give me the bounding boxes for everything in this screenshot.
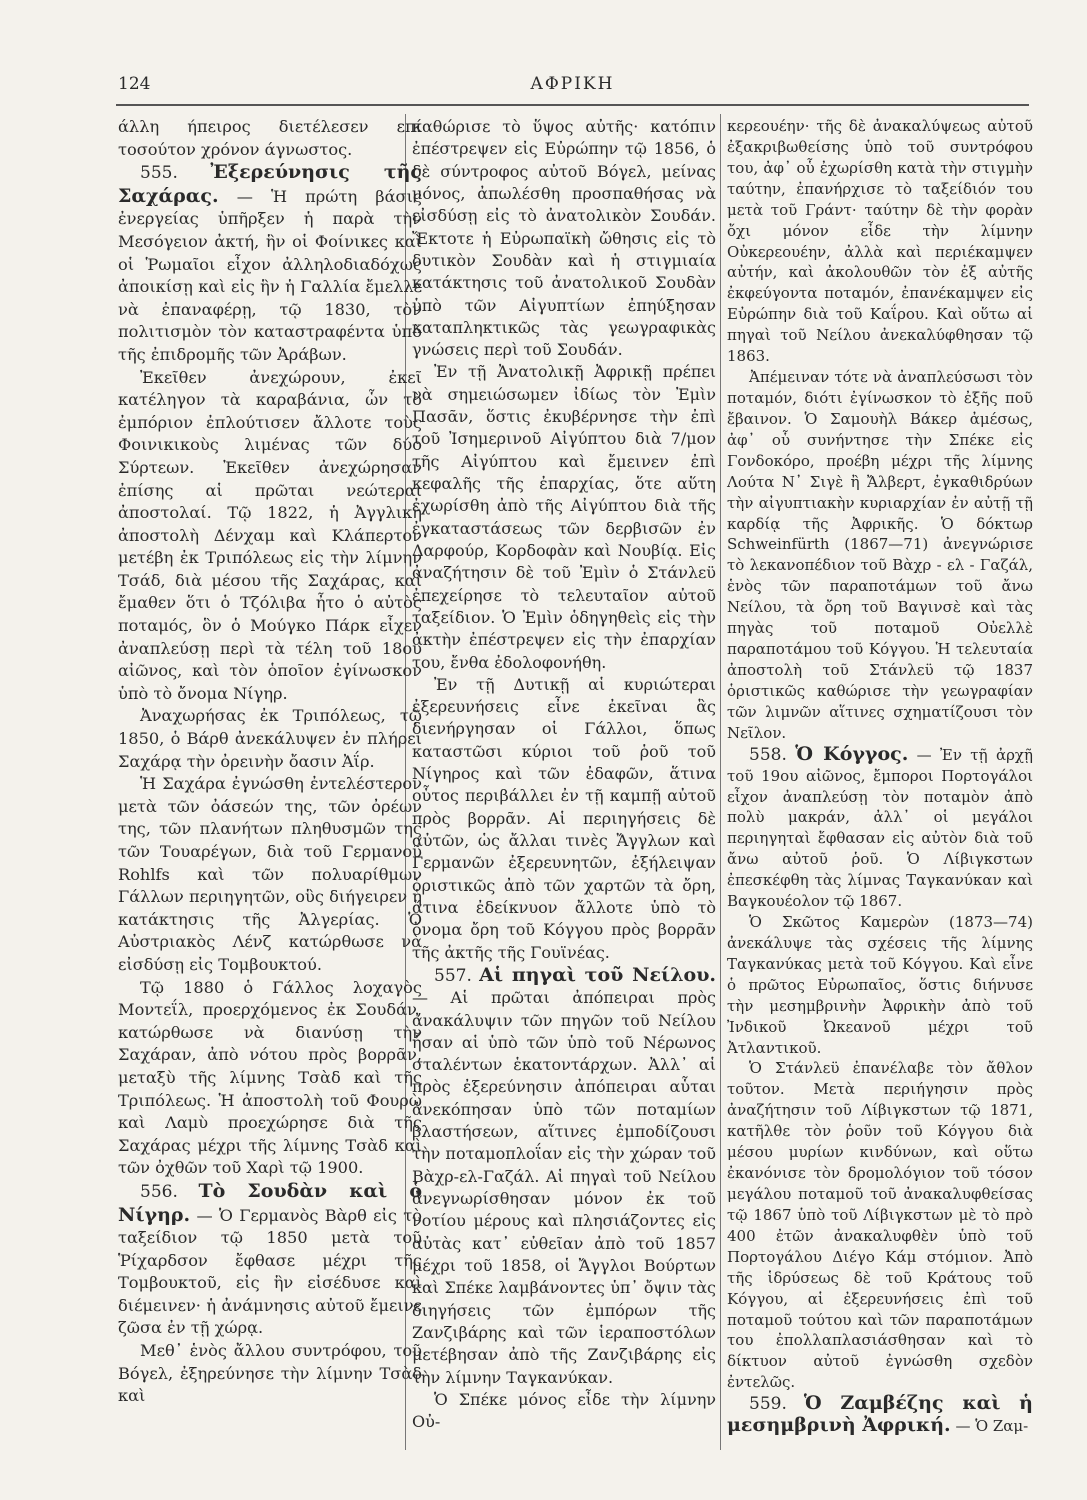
section-556	[118, 1180, 422, 1340]
paragraph: Ἀπέμειναν τότε νὰ ἀναπλεύσωσι τὸν ποταμόν, διότι ἐγίνωσκον τὸ ἐξῆς ποῦ ἔβαινον. Ὁ Σαμουὴλ Βάκερ ἀμέσως, ἀφ᾽ οὗ συνήντησε τὴν Σπέκε εἰς Γονδοκόρο, προέβη μέχρι τῆς λίμνης Λούτα Ν᾽ Σιγὲ ἢ Ἄλβερτ, ἐγκαθιδρύων τὴν αἰγυπτιακὴν κυριαρχίαν ἐν αὐτῇ τῇ καρδίᾳ τῆς Ἀφρικῆς. Ὁ δόκτωρ Schweinfürth (1867—71) ἀνεγνώρισε τὸ λεκανοπέδιον τοῦ Βὰχρ - ελ - Γαζάλ, ἑνὸς τῶν παραποτάμων τοῦ ἄνω Νείλου, τὰ ὄρη τοῦ Βαγινσὲ καὶ τὰς πηγὰς τοῦ ποταμοῦ Οὐελλὲ παραποτάμου τοῦ Κόγγου. Ἡ τελευταία ἀποστολὴ τοῦ Στάνλεϋ τῷ 1837 ὁριστικῶς καθώρισε τὴν γεωγραφίαν τῶν λιμνῶν αἵτινες σχηματίζουσι τὸν Νεῖλον.	[727, 368, 1033, 742]
section-number: 556.	[140, 1181, 178, 1202]
section-title: Ἐξερεύνησις τῆς Σαχάρας.	[118, 161, 422, 207]
section-title: Ὁ Κόγγος.	[795, 742, 909, 765]
paragraph: κερεουέην· τῆς δὲ ἀνακαλύψεως αὐτοῦ ἐξακριβωθείσης ὑπὸ τοῦ συντρόφου του, ἀφ᾽ οὗ ἐχωρίσθη κατὰ τὴν στιγμὴν ταύτην, ἐπανήρχισε τὸ ταξείδιόν του μετὰ τοῦ Γράντ· ταύτην δὲ τὴν φορὰν ὄχι μόνον εἶδε τὴν λίμνην Οὐκερεουέην, ἀλλὰ καὶ περιέκαμψεν αὐτήν, καὶ ἀκολουθῶν τὸν ἐξ αὐτῆς ἐκφεύγοντα ποταμόν, ἐπανέκαμψεν εἰς Εὐρώπην διὰ τοῦ Καΐρου. Καὶ οὕτω αἱ πηγαὶ τοῦ Νείλου ἀνεκαλύφθησαν τῷ 1863.	[727, 117, 1033, 366]
section-558	[727, 744, 1033, 912]
section-title: Αἱ πηγαὶ τοῦ Νείλου.	[479, 963, 716, 986]
paragraph: καθώρισε τὸ ὕψος αὐτῆς· κατόπιν ἐπέστρεψεν εἰς Εὐρώπην τῷ 1856, ὁ δὲ σύντροφος αὐτοῦ Βόγελ, μείνας μόνος, ἀπωλέσθη προσπαθήσας νὰ εἰσδύσῃ εἰς τὸ ἀνατολικὸν Σουδάν. Ἔκτοτε ἡ Εὐρωπαϊκὴ ὤθησις εἰς τὸ δυτικὸν Σουδὰν καὶ ἡ στιγμιαία κατάκτησις τοῦ ἀνατολικοῦ Σουδὰν ὑπὸ τῶν Αἰγυπτίων ἐπηύξησαν καταπληκτικῶς τὰς γεωγραφικὰς γνώσεις περὶ τοῦ Σουδάν.	[412, 117, 716, 360]
paragraph: Ἐκεῖθεν ἀνεχώρουν, ἐκεῖ κατέληγον τὰ καραβάνια, ὧν τὸ ἐμπόριον ἐπλούτισεν ἄλλοτε τοὺς Φοινικικοὺς λιμένας τῶν δύο Σύρτεων. Ἐκεῖθεν ἀνεχώρησαν ἐπίσης αἱ πρῶται νεώτεραι ἀποστολαί. Τῷ 1822, ἡ Ἀγγλικὴ ἀποστολὴ Δένχαμ καὶ Κλάπερτον μετέβη ἐκ Τριπόλεως εἰς τὴν λίμνην Τσάδ, διὰ μέσου τῆς Σαχάρας, καὶ ἔμαθεν ὅτι ὁ Τζόλιβα ἦτο ὁ αὐτὸς ποταμός, ὃν ὁ Μούγκο Πάρκ εἶχεν ἀναπλεύσῃ περὶ τὰ τέλη τοῦ 18ου αἰῶνος, καὶ τὸν ὁποῖον ἐγίνωσκον ὑπὸ τὸ ὄνομα Νίγηρ.	[118, 367, 422, 703]
section-text: — Αἱ πρῶται ἀπόπειραι πρὸς ἀνακάλυψιν τῶν πηγῶν τοῦ Νείλου ἦσαν αἱ ὑπὸ τῶν ὑπὸ τοῦ Νέρωνος σταλέντων ἑκατοντάρχων. Ἀλλ᾽ αἱ πρὸς ἐξερεύνησιν ἀπόπειραι αὗται ἀνεκόπησαν ὑπὸ τῶν ποταμίων βλαστήσεων, αἵτινες ἐμποδίζουσι τὴν ποταμοπλοΐαν εἰς τὴν χώραν τοῦ Βὰχρ-ελ-Γαζάλ. Αἱ πηγαὶ τοῦ Νείλου ἀνεγνωρίσθησαν μόνον ἐκ τοῦ νοτίου μέρους καὶ πλησιάζοντες εἰς αὐτὰς κατ᾽ εὐθεῖαν ἀπὸ τοῦ 1857 μέχρι τοῦ 1858, οἱ Ἄγγλοι Βούρτων καὶ Σπέκε λαμβάνοντες ὑπ᾽ ὄψιν τὰς διηγήσεις τῶν ἐμπόρων τῆς Ζανζιβάρης καὶ τῶν ἱεραποστόλων μετέβησαν ἀπὸ τῆς Ζανζιβάρης εἰς τὴν λίμνην Ταγκανύκαν.	[412, 988, 716, 1387]
paragraph: Ἡ Σαχάρα ἐγνώσθη ἐντελέστερον μετὰ τῶν ὀάσεών της, τῶν ὀρέων της, τῶν πλανήτων πληθυσμῶν της τῶν Τουαρέγων, διὰ τοῦ Γερμανοῦ Rohlfs καὶ τῶν πολυαρίθμων Γάλλων περιηγητῶν, οὓς διήγειρεν ἡ κατάκτησις τῆς Ἀλγερίας. Ὁ Αὐστριακὸς Λένζ κατώρθωσε νὰ εἰσδύσῃ εἰς Τομβουκτού.	[118, 774, 422, 974]
running-title: ΑΦΡΙΚΗ	[530, 74, 615, 94]
column-1	[118, 116, 422, 1408]
paragraph: Ὁ Στάνλεϋ ἐπανέλαβε τὸν ἄθλον τοῦτον. Μετὰ περιήγησιν πρὸς ἀναζήτησιν τοῦ Λίβιγκστων τῷ 1871, κατῆλθε τὸν ῥοῦν τοῦ Κόγγου διὰ μέσου μυρίων κινδύνων, καὶ οὕτω ἐκανόνισε τὸν δρομολόγιον τοῦ τόσον μεγάλου ποταμοῦ τοῦ ἀνακαλυφθείσας τῷ 1867 ὑπὸ τοῦ Λίβιγκστων μὲ τὸ πρὸ 400 ἐτῶν ἀνακαλυφθὲν ὑπὸ τοῦ Πορτογάλου Διέγο Κάμ στόμιον. Ἀπὸ τῆς ἱδρύσεως δὲ τοῦ Κράτους τοῦ Κόγγου, αἱ ἐξερευνήσεις ἐπὶ τοῦ ποταμοῦ τούτου καὶ τῶν παραποτάμων του ἐπολλαπλασιάσθησαν καὶ τὸ δίκτυον αὐτοῦ ἐγνώσθη σχεδὸν ἐντελῶς.	[727, 1059, 1033, 1392]
page-number: 124	[118, 74, 151, 94]
paragraph: Μεθ᾽ ἑνὸς ἄλλου συντρόφου, τοῦ Βόγελ, ἐξηρεύνησε τὴν λίμνην Τσὰδ καὶ	[118, 1341, 422, 1406]
paragraph: Ἀναχωρήσας ἐκ Τριπόλεως, τῷ 1850, ὁ Βάρθ ἀνεκάλυψεν ἐν πλήρει Σαχάρᾳ τὴν ὀρεινὴν ὄασιν Ἀΐρ.	[118, 706, 422, 771]
paragraph: άλλη ήπειρος διετέλεσεν επί τοσούτον χρόνον άγνωστος.	[118, 117, 422, 159]
section-text: — Ἐν τῇ ἀρχῇ τοῦ 19ου αἰῶνος, ἔμποροι Πορτογάλοι εἶχον ἀναπλεύσῃ τὸν ποταμὸν ἀπὸ πολὺ μακράν, ἀλλ᾽ οἱ μεγάλοι περιηγηταὶ ἔφθασαν εἰς αὐτὸν διὰ τοῦ ἄνω αὐτοῦ ῥοῦ. Ὁ Λίβιγκστων ἐπεσκέφθη τὰς λίμνας Ταγκανύκαν καὶ Βαγκουέολον τῷ 1867.	[727, 745, 1033, 911]
section-557	[412, 964, 716, 1389]
section-text: — Ἡ πρώτη βάσις ἐνεργείας ὑπῆρξεν ἡ παρὰ τὴν Μεσόγειον ἀκτή, ἣν οἱ Φοίνικες καὶ οἱ Ῥωμαῖοι εἶχον ἀλληλοδιαδόχως ἀποικίσῃ καὶ εἰς ἣν ἡ Γαλλία ἔμελλε νὰ ἐπαναφέρῃ, τῷ 1830, τὸν πολιτισμὸν τὸν καταστραφέντα ὑπὸ τῆς ἐπιδρομῆς τῶν Ἀράβων.	[118, 186, 422, 364]
paragraph: Ἐν τῇ Ἀνατολικῇ Ἀφρικῇ πρέπει νὰ σημειώσωμεν ἰδίως τὸν Ἐμὶν Πασᾶν, ὅστις ἐκυβέρνησε τὴν ἐπὶ τοῦ Ἰσημερινοῦ Αἰγύπτου διὰ 7/μον τῆς Αἰγύπτου καὶ ἔμεινεν ἐπὶ κεφαλῆς τῆς ἐπαρχίας, ὅτε αὕτη ἐχωρίσθη ἀπὸ τῆς Αἰγύπτου διὰ τῆς ἐγκαταστάσεως τῶν δερβισῶν ἐν Δαρφούρ, Κορδοφὰν καὶ Νουβίᾳ. Εἰς ἀναζήτησιν δὲ τοῦ Ἐμὶν ὁ Στάνλεϋ ἐπεχείρησε τὸ τελευταῖον αὐτοῦ ταξείδιον. Ὁ Ἐμὶν ὁδηγηθεὶς εἰς τὴν ἀκτὴν ἐπέστρεψεν εἰς τὴν ἐπαρχίαν του, ἔνθα ἐδολοφονήθη.	[412, 362, 716, 672]
paragraph: Ὁ Σκῶτος Καμερὼν (1873—74) ἀνεκάλυψε τὰς σχέσεις τῆς λίμνης Ταγκανύκας μετὰ τοῦ Κόγγου. Καὶ εἶνε ὁ πρῶτος Εὐρωπαῖος, ὅστις διήνυσε τὴν μεσημβρινὴν Ἀφρικὴν ἀπὸ τοῦ Ἰνδικοῦ Ὠκεανοῦ μέχρι τοῦ Ἀτλαντικοῦ.	[727, 913, 1033, 1057]
section-number: 557.	[434, 965, 472, 986]
section-number: 558.	[749, 744, 787, 765]
column-2	[412, 116, 716, 1433]
section-title: Ὁ Ζαμβέζης καὶ ἡ μεσημβρινὴ Ἀφρική.	[727, 1392, 1033, 1437]
section-text: — Ὁ Γερμανὸς Βὰρθ εἰς τὸ ταξείδιον τῷ 1850 μετὰ τοῦ Ῥίχαρδσον ἔφθασε μέχρι τῆς Τομβουκτοῦ, εἰς ἣν εἰσέδυσε καὶ διέμεινεν· ἡ ἀνάμνησις αὐτοῦ ἔμεινε ζῶσα ἐν τῇ χώρᾳ.	[118, 1205, 422, 1338]
paragraph: Ὁ Σπέκε μόνος εἶδε τὴν λίμνην Οὐ-	[412, 1389, 716, 1432]
section-559	[727, 1393, 1033, 1437]
header-rule	[116, 104, 1029, 106]
column-divider	[720, 114, 721, 1450]
section-title: Τὸ Σουδὰν καὶ ὁ Νίγηρ.	[118, 1179, 422, 1226]
paragraph: Ἐν τῇ Δυτικῇ αἱ κυριώτεραι ἐξερευνήσεις εἶνε ἐκεῖναι ἃς διενήργησαν οἱ Γάλλοι, ὅπως καταστῶσι κύριοι τοῦ ῥοῦ τοῦ Νίγηρος καὶ τῶν ἐδαφῶν, ἅτινα οὗτος περιβάλλει ἐν τῇ καμπῇ αὐτοῦ πρὸς βορρᾶν. Αἱ περιηγήσεις δὲ αὐτῶν, ὡς ἄλλαι τινὲς Ἄγγλων καὶ Γερμανῶν ἐξερευνητῶν, ἐξήλειψαν ὁριστικῶς ἀπὸ τῶν χαρτῶν τὰ ὄρη, ἅτινα ἐδείκνυον ἄλλοτε ὑπὸ τὸ ὄνομα ὄρη τοῦ Κόγγου πρὸς βορρᾶν τῆς ἀκτῆς τῆς Γουϊνέας.	[412, 674, 716, 962]
section-number: 559.	[749, 1394, 787, 1415]
section-text: — Ὁ Ζαμ-	[950, 1417, 1029, 1436]
section-555	[118, 161, 422, 366]
paragraph: Τῷ 1880 ὁ Γάλλος λοχαγὸς Μοντεΐλ, προερχόμενος ἐκ Σουδάν, κατώρθωσε νὰ διανύσῃ τὴν Σαχάραν, ἀπὸ νότου πρὸς βορρᾶν, μεταξὺ τῆς λίμνης Τσὰδ καὶ τῆς Τριπόλεως. Ἡ ἀποστολὴ τοῦ Φουρὼ καὶ Λαμὺ προεχώρησε διὰ τῆς Σαχάρας μέχρι τῆς λίμνης Τσὰδ καὶ τῶν ὀχθῶν τοῦ Χαρὶ τῷ 1900.	[118, 977, 422, 1178]
page-header	[118, 70, 1027, 100]
section-number: 555.	[140, 163, 178, 184]
column-3	[727, 116, 1033, 1437]
